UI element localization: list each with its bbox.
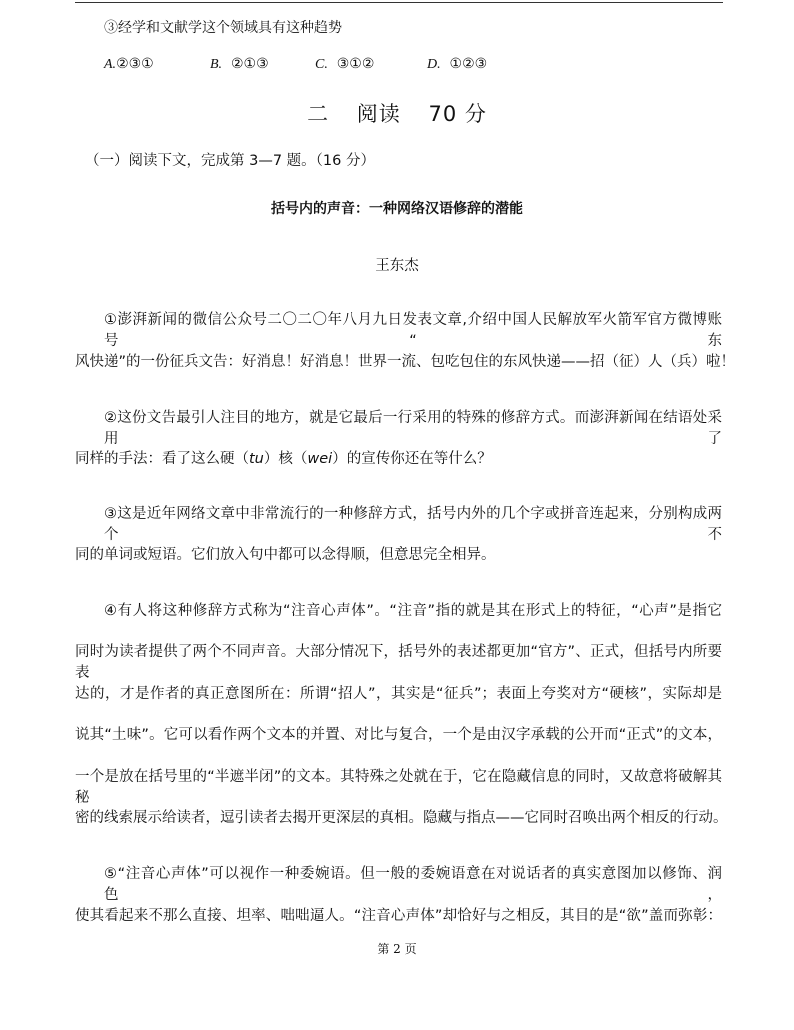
paragraph-5-line-2: 使其看起来不那么直接、坦率、咄咄逼人。“注音心声体”却恰好与之相反，其目的是“欲”盖而弥彰： (75, 908, 722, 924)
section-score: 70 分 (428, 102, 487, 126)
option-a: A.②③① (104, 56, 154, 72)
paragraph-4-line-6: 密的线索展示给读者，逗引读者去揭开更深层的真相。隐藏与指点——它同时召唤出两个相反的行动。 (75, 810, 728, 826)
paragraph-3-line-1: ③这是近年网络文章中非常流行的一种修辞方式，括号内外的几个字或拼音连起来，分别构成两个不 (104, 506, 722, 543)
reading-intro: （一）阅读下文，完成第 3—7 题。（16 分） (85, 153, 375, 169)
option-b: B. ②①③ (210, 56, 269, 72)
paragraph-4-line-5: 一个是放在括号里的“半遮半闭”的文本。其特殊之处就在于，它在隐藏信息的同时，又故意将破解其秘 (75, 769, 722, 806)
section-name: 阅读 (356, 102, 401, 126)
paragraph-2-line-2: 同样的手法：看了这么硬（tu）核（wei）的宣传你还在等什么？ (75, 451, 492, 467)
paragraph-4-line-1: ④有人将这种修辞方式称为“注音心声体”。“注音”指的就是其在形式上的特征，“心声”是指它 (104, 603, 722, 619)
option-c: C. ③①② (315, 56, 375, 72)
section-heading (0, 98, 794, 128)
pinyin-tu: tu (249, 451, 264, 467)
top-rule (75, 2, 723, 3)
article-title: 括号内的声音：一种网络汉语修辞的潜能 (271, 201, 523, 217)
option-d: D. ①②③ (427, 56, 488, 72)
prev-question-statement-3: ③经学和文献学这个领域具有这种趋势 (104, 20, 342, 36)
page-number: 第 2 页 (377, 942, 417, 956)
paragraph-4-line-2: 同时为读者提供了两个不同声音。大部分情况下，括号外的表述都更加“官方”、正式，但括号内所要表 (75, 644, 722, 681)
section-number: 二 (307, 102, 330, 126)
paragraph-1-line-1: ①澎湃新闻的微信公众号二〇二〇年八月九日发表文章,介绍中国人民解放军火箭军官方微博账号“东 (104, 312, 722, 349)
paragraph-5-line-1: ⑤“注音心声体”可以视作一种委婉语。但一般的委婉语意在对说话者的真实意图加以修饰、润色， (104, 866, 722, 903)
article-author: 王东杰 (375, 258, 419, 274)
paragraph-1-line-2: 风快递”的一份征兵文告：好消息！好消息！世界一流、包吃包住的东风快递——招（征）人（兵）啦！ (75, 354, 736, 370)
paragraph-4-line-3: 达的，才是作者的真正意图所在：所谓“招人”，其实是“征兵”；表面上夸奖对方“硬核”，实际却是 (75, 686, 722, 702)
paragraph-2-line-1: ②这份文告最引人注目的地方，就是它最后一行采用的特殊的修辞方式。而澎湃新闻在结语处采用了 (104, 410, 722, 447)
paragraph-4-line-4: 说其“土味”。它可以看作两个文本的并置、对比与复合，一个是由汉字承载的公开而“正式”的文本， (75, 727, 722, 743)
pinyin-wei: wei (307, 451, 333, 467)
paragraph-3-line-2: 同的单词或短语。它们放入句中都可以念得顺，但意思完全相异。 (75, 547, 496, 563)
